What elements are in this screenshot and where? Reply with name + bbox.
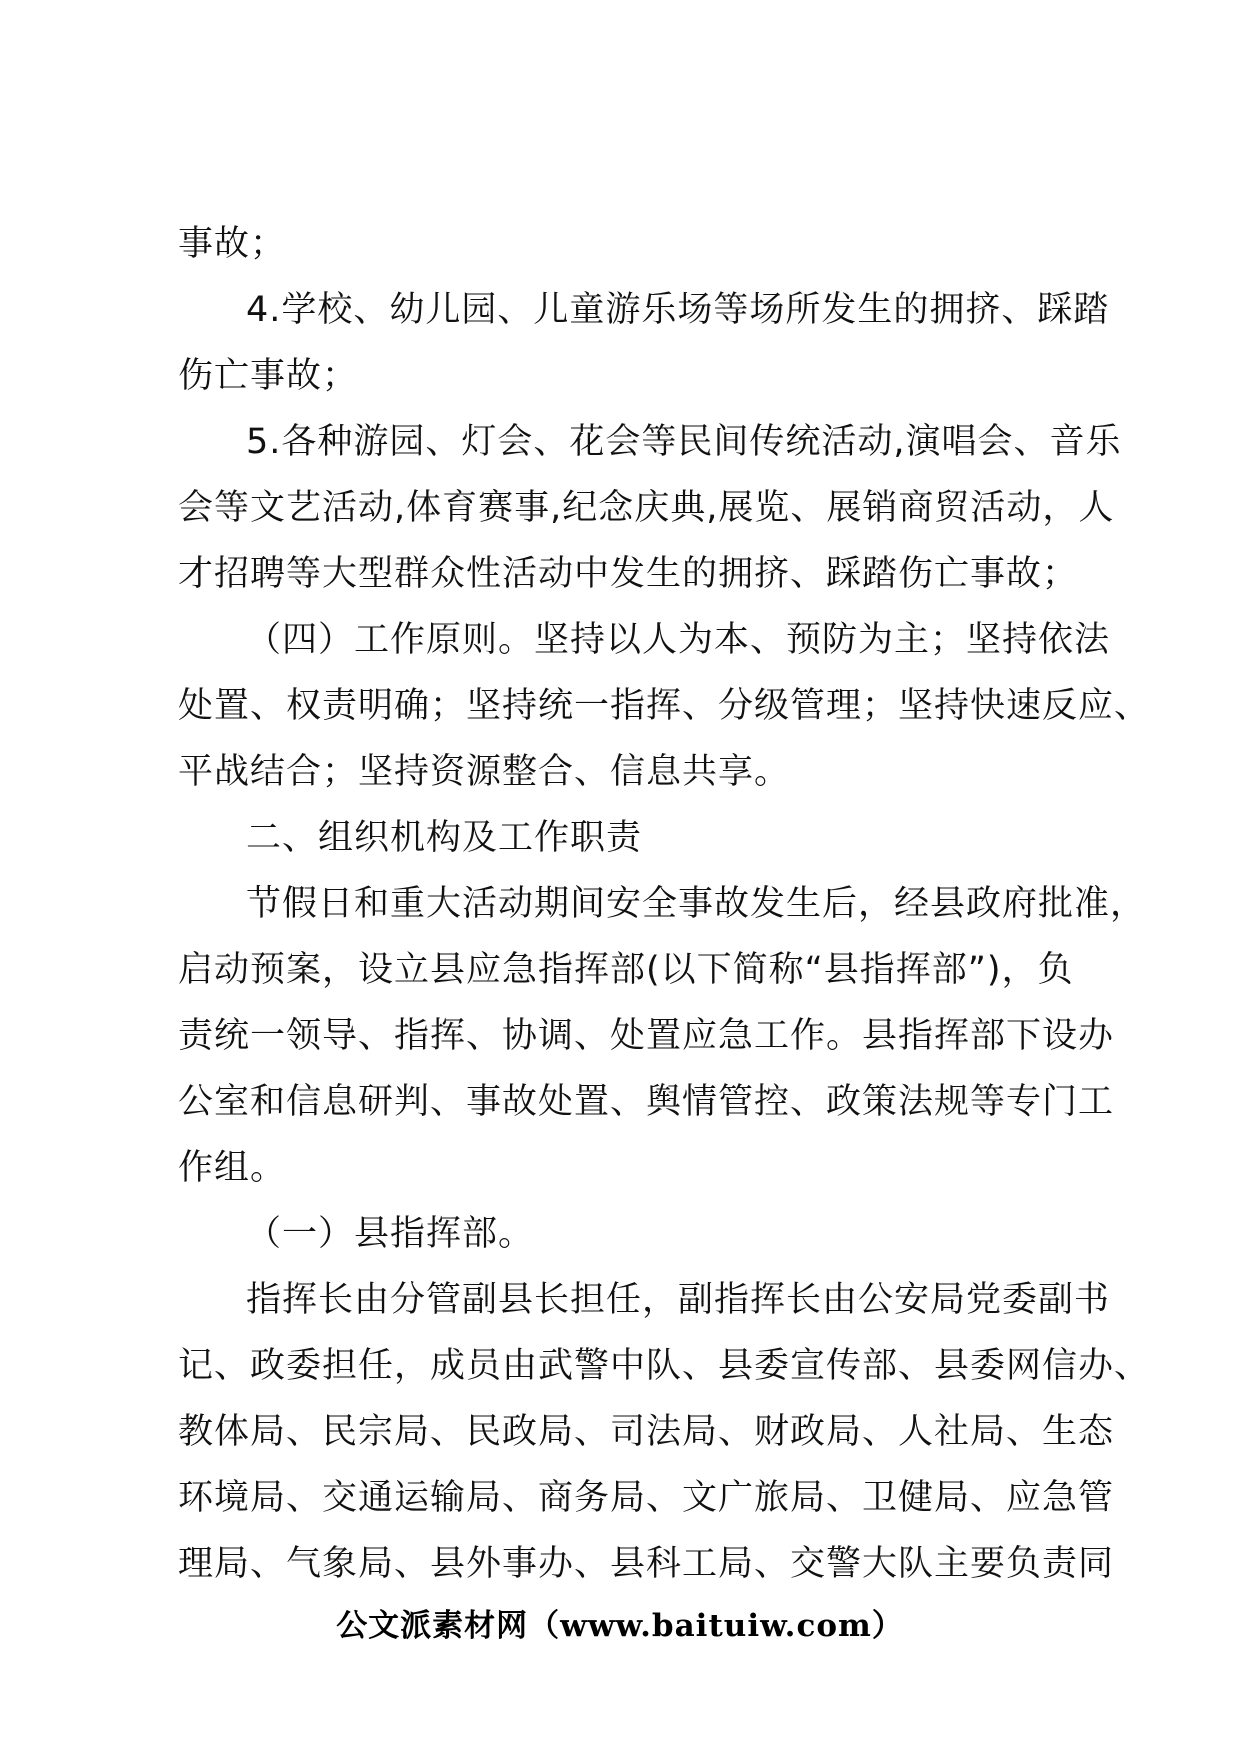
section-heading: 二、组织机构及工作职责 <box>246 818 643 858</box>
text-line: 教体局、民宗局、民政局、司法局、财政局、人社局、生态 <box>178 1412 1115 1452</box>
text-line: 作组。 <box>178 1148 287 1188</box>
text-line: 记、政委担任，成员由武警中队、县委宣传部、县委网信办、 <box>178 1346 1151 1386</box>
footer-watermark: 公文派素材网（www.baituiw.com） <box>336 1608 904 1644</box>
text-line: 启动预案，设立县应急指挥部(以下简称“县指挥部”)，负 <box>178 950 1074 990</box>
document-body <box>178 211 1151 1597</box>
text-line: 4.学校、幼儿园、儿童游乐场等场所发生的拥挤、踩踏 <box>246 290 1110 330</box>
text-line: （四）工作原则。坚持以人为本、预防为主；坚持依法 <box>246 620 1111 660</box>
text-line: 环境局、交通运输局、商务局、文广旅局、卫健局、应急管 <box>178 1478 1115 1518</box>
text-line: 5.各种游园、灯会、花会等民间传统活动,演唱会、音乐 <box>246 422 1122 462</box>
text-line: 才招聘等大型群众性活动中发生的拥挤、踩踏伤亡事故； <box>178 554 1079 594</box>
text-line: 处置、权责明确；坚持统一指挥、分级管理；坚持快速反应、 <box>178 686 1151 726</box>
text-line: 指挥长由分管副县长担任，副指挥长由公安局党委副书 <box>246 1280 1111 1320</box>
text-line: 公室和信息研判、事故处置、舆情管控、政策法规等专门工 <box>178 1082 1115 1122</box>
text-line: 会等文艺活动,体育赛事,纪念庆典,展览、展销商贸活动，人 <box>178 488 1115 528</box>
text-line: 节假日和重大活动期间安全事故发生后，经县政府批准， <box>246 884 1147 924</box>
text-line: 伤亡事故； <box>178 356 359 396</box>
text-line: 事故； <box>178 224 287 264</box>
subsection-heading: （一）县指挥部。 <box>246 1214 535 1254</box>
text-line: 平战结合；坚持资源整合、信息共享。 <box>178 752 791 792</box>
text-line: 责统一领导、指挥、协调、处置应急工作。县指挥部下设办 <box>178 1016 1115 1056</box>
text-line: 理局、气象局、县外事办、县科工局、交警大队主要负责同 <box>178 1544 1115 1584</box>
